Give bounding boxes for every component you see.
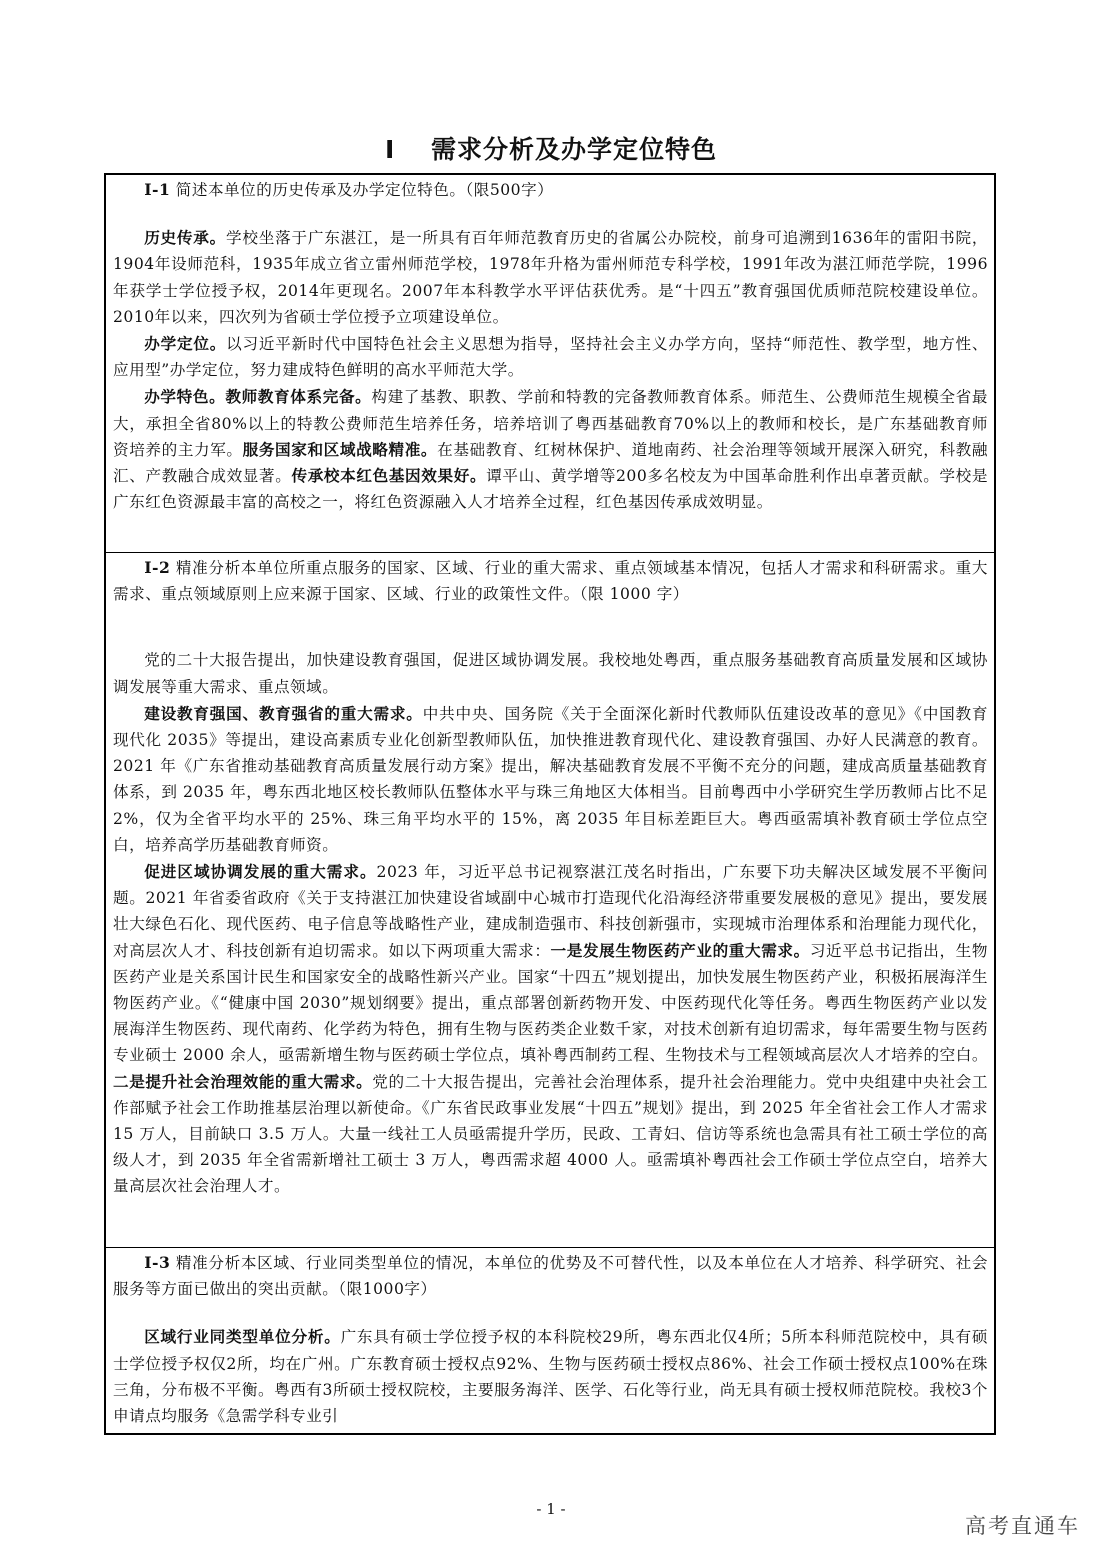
bold-heading: 办学定位。 [144,335,227,354]
section-code: I-1 [144,180,171,199]
body-text: 谭平山、黄学增等200多名校友为中国革命胜利作出卓著贡献。学校是广东红色资源最丰富的高校之一，将红色资源融入人才培养全过程，红色基因传承成效明显。 [113,467,988,512]
body-text: 广东具有硕士学位授予权的本科院校29所，粤东西北仅4所；5所本科师范院校中，具有硕士学位授予权仅2所，均在广州。广东教育硕士授权点92%、生物与医药硕士授权点86%、社会工作硕士授权点100%在珠三角，分布极不平衡。粤西有3所硕士授权院校，主要服务海洋、医学、石化等行业，尚无具有硕士授权师范院校。我校3个申请点均服务《急需学科专业引 [113,1328,988,1426]
body-text: 在基础教育、红树林保护、道地南药、社会治理等领域开展深入研究，科教融汇、产教融合成效显著。 [113,440,988,486]
section-i-1 [106,175,994,553]
intro-paragraph: 党的二十大报告提出，加快建设教育强国，促进区域协调发展。我校地处粤西，重点服务基础教育高质量发展和区域协调发展等重大需求、重点领域。 [113,651,988,696]
page-number: - 1 - [536,1500,566,1518]
bold-heading: 服务国家和区域战略精准。 [242,440,438,459]
prompt-text: 精准分析本区域、行业同类型单位的情况，本单位的优势及不可替代性，以及本单位在人才培养、科学研究、社会服务等方面已做出的突出贡献。（限1000字） [113,1254,988,1299]
bold-heading: 传承校本红色基因效果好。 [291,467,487,486]
body-text: 2023 年，习近平总书记视察湛江茂名时指出，广东要下功夫解决区域发展不平衡问题。2021 年省委省政府《关于支持湛江加快建设省域副中心城市打造现代化沿海经济带重要发展极的意见》提出，要发展壮大绿色石化、现代医药、电子信息等战略性产业，建成制造强市、科技创新强市，实现城市治理体系和治理能力现代化，对高层次人才、科技创新有迫切需求。如以下两项重大需求： [113,863,988,960]
watermark-text: 高考直通车 [965,1514,1080,1538]
form-table [104,173,996,1435]
bold-heading: 历史传承。 [144,229,227,248]
section-i-1-prompt [113,177,988,203]
section-i-3-prompt [113,1250,988,1302]
page-title: I 需求分析及办学定位特色 [384,135,717,164]
section-i-3 [106,1248,994,1435]
regional-demand-paragraph [113,859,988,1200]
bold-heading: 建设教育强国、教育强省的重大需求。 [144,704,423,723]
section-code: I-2 [144,558,171,577]
prompt-text: 精准分析本单位所重点服务的国家、区域、行业的重大需求、重点领域基本情况，包括人才需求和科研需求。重大需求、重点领域原则上应来源于国家、区域、行业的政策性文件。（限 1000 字） [113,559,988,604]
section-i-2 [106,553,994,1248]
body-text: 中共中央、国务院《关于全面深化新时代教师队伍建设改革的意见》《中国教育现代化 2035》等提出，建设高素质专业化创新型教师队伍，加快推进教育现代化、建设教育强国、办好人民满意的教育。2021 年《广东省推动基础教育高质量发展行动方案》提出，解决基础教育发展不平衡不充分的问题，建成高质量基础教育体系，到 2035 年，粤东西北地区校长教师队伍整体水平与珠三角地区大体相当。目前粤西中小学研究生学历教师占比不足 2%，仅为全省平均水平的 25%、珠三角平均水平的 15%，离 2035 年目标差距巨大。粤西亟需填补教育硕士学位点空白，培养高学历基础教育师资。 [113,704,988,854]
bold-heading: 一是发展生物医药产业的重大需求。 [550,941,810,960]
body-text: 构建了基教、职教、学前和特教的完备教师教育体系。师范生、公费师范生规模全省最大，承担全省80%以上的特教公费师范生培养任务，培养培训了粤西基础教育70%以上的教师和校长，是广东基础教育师资培养的主力军。 [113,388,988,459]
history-paragraph [113,225,988,330]
features-paragraph [113,384,988,515]
bold-heading: 二是提升社会治理效能的重大需求。 [113,1072,373,1091]
positioning-paragraph [113,331,988,383]
body-text: 习近平总书记指出，生物医药产业是关系国计民生和国家安全的战略性新兴产业。国家“十四五”规划提出，加快发展生物医药产业，积极拓展海洋生物医药产业。《“健康中国 2030”规划纲要》提出，重点部署创新药物开发、中医药现代化等任务。粤西生物医药产业以发展海洋生物医药、现代南药、化学药为特色，拥有生物与医药类企业数千家，对技术创新有迫切需求，每年需要生物与医药专业硕士 2000 余人，亟需新增生物与医药硕士学位点，填补粤西制药工程、生物技术与工程领域高层次人才培养的空白。 [113,941,988,1065]
section-i-2-prompt [113,555,988,607]
body-text: 以习近平新时代中国特色社会主义思想为指导，坚持社会主义办学方向，坚持“师范性、教学型，地方性、应用型”办学定位，努力建成特色鲜明的高水平师范大学。 [113,335,988,380]
bold-heading: 办学特色。教师教育体系完备。 [144,388,372,407]
body-text: 学校坐落于广东湛江，是一所具有百年师范教育历史的省属公办院校，前身可追溯到1636年的雷阳书院，1904年设师范科，1935年成立省立雷州师范学校，1978年升格为雷州师范专科学校，1991年改为湛江师范学院，1996年获学士学位授予权，2014年更现名。2007年本科教学水平评估获优秀。是“十四五”教育强国优质师范院校建设单位。2010年以来，四次列为省硕士学位授予立项建设单位。 [113,229,988,326]
prompt-text: 简述本单位的历史传承及办学定位特色。（限500字） [170,181,554,199]
section-code: I-3 [144,1253,171,1272]
education-demand-paragraph [113,701,988,858]
bold-heading: 促进区域协调发展的重大需求。 [144,863,377,882]
body-text: 党的二十大报告提出，完善社会治理体系，提升社会治理能力。党中央组建中央社会工作部赋予社会工作助推基层治理以新使命。《广东省民政事业发展“十四五”规划》提出，到 2025 年全省社会工作人才需求 15 万人，目前缺口 3.5 万人。大量一线社工人员亟需提升学历，民政、工青妇、信访等系统也急需具有社工硕士学位的高级人才，到 2035 年全省需新增社工硕士 3 万人，粤西需求超 4000 人。亟需填补粤西社会工作硕士学位点空白，培养大量高层次社会治理人才。 [113,1072,988,1196]
peer-analysis-paragraph [113,1324,988,1429]
bold-heading: 区域行业同类型单位分析。 [144,1328,341,1347]
